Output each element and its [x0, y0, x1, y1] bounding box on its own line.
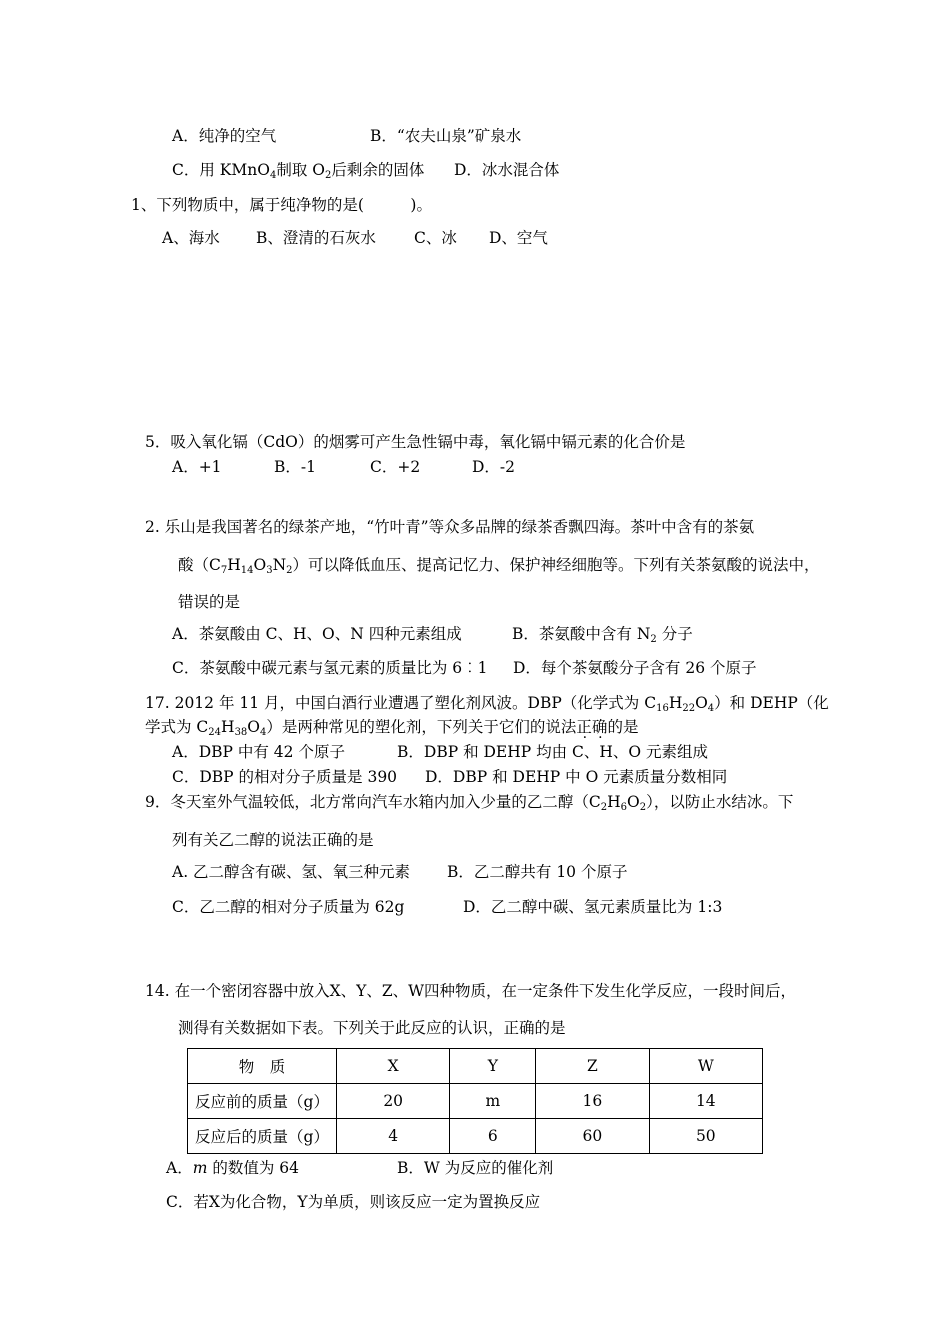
- q17-stem-line2: 学式为 $C_{24}H_{38}O_4$）是两种常见的塑化剂，下列关于它们的说法正确的是: [145, 718, 639, 738]
- q2-option-b: B．茶氨酸中含有 $N_2$ 分子: [512, 625, 693, 645]
- table-cell: Z: [536, 1049, 649, 1084]
- emphasis-dot: 正: [576, 718, 592, 736]
- table-cell: 物 质: [188, 1049, 337, 1084]
- emphasis-dot: 确: [591, 718, 608, 736]
- q9-option-c: C．乙二醇的相对分子质量为 62g: [172, 898, 405, 916]
- table-cell: 20: [337, 1084, 450, 1119]
- q5-option-d: D．-2: [472, 458, 516, 476]
- q5-stem: 5．吸入氧化镉（CdO）的烟雾可产生急性镉中毒，氧化镉中镉元素的化合价是: [145, 433, 686, 451]
- q1-option-b: B、澄清的石灰水: [256, 229, 376, 247]
- table-row: [188, 1119, 763, 1154]
- q-a-option-d: D．冰水混合体: [454, 161, 560, 179]
- table-cell: m: [450, 1084, 536, 1119]
- table-cell: 14: [649, 1084, 762, 1119]
- q17-option-b: B．DBP 和 DEHP 均由 C、H、O 元素组成: [397, 743, 709, 761]
- table-header-row: [188, 1049, 763, 1084]
- q17-option-a: A．DBP 中有 42 个原子: [172, 743, 345, 761]
- table-cell: 50: [649, 1119, 762, 1154]
- q14-stem-line1: 14. 在一个密闭容器中放入X、Y、Z、W四种物质，在一定条件下发生化学反应，一段时间后，: [145, 982, 797, 1000]
- q17-option-c: C．DBP 的相对分子质量是 390: [172, 768, 398, 786]
- table-cell: Y: [450, 1049, 536, 1084]
- q1-option-a: A、海水: [162, 229, 220, 247]
- q17-stem-line1: 17. 2012 年 11 月，中国白酒行业遭遇了塑化剂风波。DBP（化学式为 $C_{16}H_{22}O_4$）和 DEHP（化: [145, 694, 829, 714]
- q9-option-b: B．乙二醇共有 10 个原子: [447, 863, 628, 881]
- table-cell: 4: [337, 1119, 450, 1154]
- q1-stem: 1、下列物质中，属于纯净物的是( )。: [131, 196, 432, 214]
- table-cell: W: [649, 1049, 762, 1084]
- q1-option-d: D、空气: [489, 229, 548, 247]
- q14-option-b: B．W 为反应的催化剂: [397, 1159, 554, 1177]
- q-a-option-c: C．用 KMnO$_4$制取 $O_2$后剩余的固体: [172, 161, 425, 181]
- q14-option-c: C．若X为化合物，Y为单质，则该反应一定为置换反应: [166, 1193, 541, 1211]
- q9-stem-line2: 列有关乙二醇的说法正确的是: [172, 831, 374, 849]
- q9-option-d: D．乙二醇中碳、氢元素质量比为 1:3: [463, 898, 723, 916]
- q2-stem-line2: 酸$(C_7H_{14}O_3N_2)$可以降低血压、提高记忆力、保护神经细胞等。下列有关茶氨酸的说法中，: [178, 556, 820, 576]
- q-a-option-b: B．“农夫山泉”矿泉水: [370, 127, 522, 145]
- q9-stem-line1: 9．冬天室外气温较低，北方常向汽车水箱内加入少量的乙二醇$(C_2H_6O_2)$，以防止水结冰。下: [145, 793, 794, 813]
- q17-option-d: D．DBP 和 DEHP 中 O 元素质量分数相同: [425, 768, 728, 786]
- q2-option-d: D．每个茶氨酸分子含有 26 个原子: [513, 659, 757, 677]
- q1-option-c: C、冰: [414, 229, 457, 247]
- table-cell: 反应后的质量（g）: [188, 1119, 337, 1154]
- table-cell: 16: [536, 1084, 649, 1119]
- q9-option-a: A. 乙二醇含有碳、氢、氧三种元素: [172, 863, 411, 881]
- q5-option-c: C．+2: [370, 458, 421, 476]
- q14-stem-line2: 测得有关数据如下表。下列关于此反应的认识，正确的是: [178, 1019, 566, 1037]
- q-a-option-a: A．纯净的空气: [172, 127, 277, 145]
- q2-option-a: A．茶氨酸由 C、H、O、N 四种元素组成: [172, 625, 462, 643]
- table-cell: 反应前的质量（g）: [188, 1084, 337, 1119]
- table-cell: 6: [450, 1119, 536, 1154]
- q2-stem-line1: 2. 乐山是我国著名的绿茶产地，“竹叶青”等众多品牌的绿茶香飘四海。茶叶中含有的茶氨: [145, 518, 755, 536]
- table-row: [188, 1084, 763, 1119]
- q2-stem-line3: 错误的是: [178, 593, 241, 611]
- table-cell: 60: [536, 1119, 649, 1154]
- q14-option-a: A．m 的数值为 64: [166, 1159, 299, 1177]
- q5-option-a: A．+1: [172, 458, 222, 476]
- q14-data-table: [187, 1048, 763, 1154]
- q2-option-c: C．茶氨酸中碳元素与氢元素的质量比为 6︰1: [172, 659, 488, 677]
- table-cell: X: [337, 1049, 450, 1084]
- q5-option-b: B．-1: [274, 458, 316, 476]
